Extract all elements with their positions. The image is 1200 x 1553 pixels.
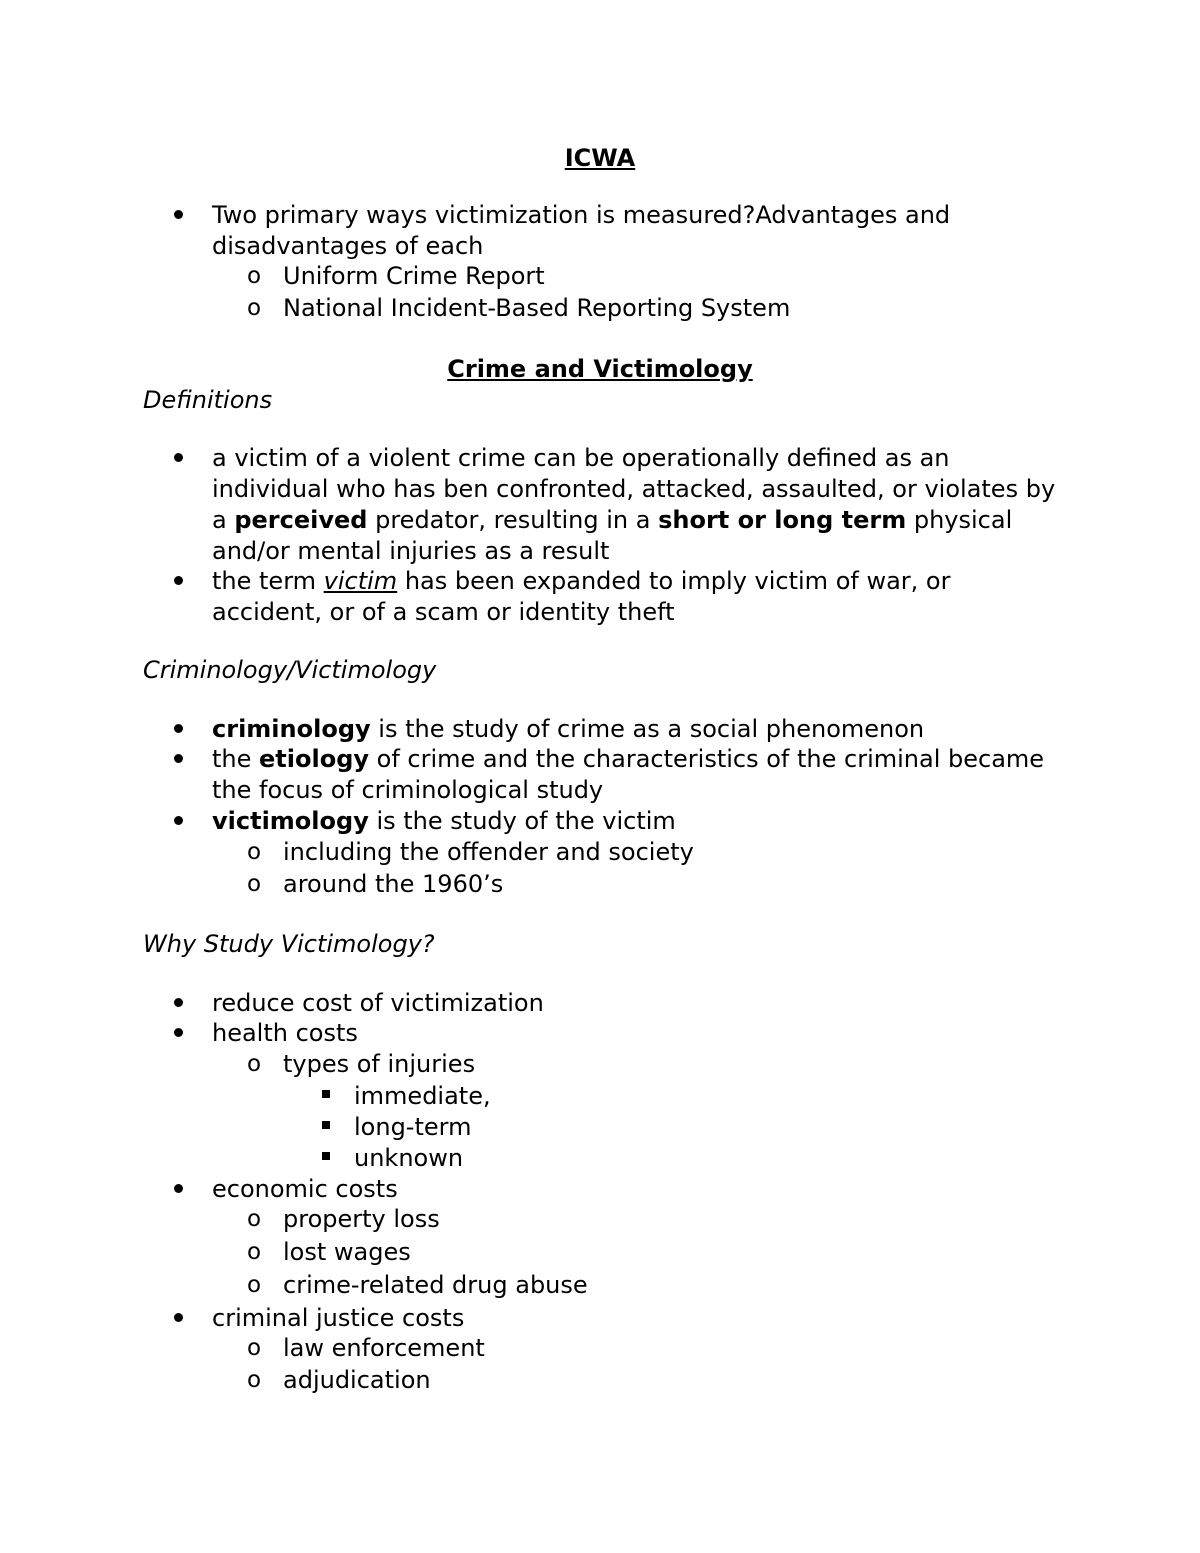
circle-bullet-icon: o	[247, 263, 262, 289]
circle-bullet-icon: o	[247, 1239, 262, 1265]
circle-bullet-icon: o	[247, 1051, 262, 1077]
subheading-definitions: Definitions	[143, 386, 273, 414]
bullet-icon	[174, 576, 183, 585]
list-item: immediate,	[318, 1081, 1078, 1112]
list-item: Two primary ways victimization is measured?Advantages and disadvantages of each	[170, 200, 1060, 262]
list-item: o around the 1960’s	[247, 870, 504, 898]
subheading-criminology: Criminology/Victimology	[143, 656, 437, 684]
list-item: economic costs	[170, 1174, 1060, 1205]
list-item: criminology is the study of crime as a social phenomenon	[170, 714, 1060, 745]
list-item: reduce cost of victimization	[170, 988, 1060, 1019]
bullet-icon	[174, 998, 183, 1007]
bullet-icon	[174, 210, 183, 219]
bullet-icon	[174, 1028, 183, 1037]
subheading-why-study: Why Study Victimology?	[143, 930, 435, 958]
circle-bullet-icon: o	[247, 1367, 262, 1393]
list-item: o National Incident-Based Reporting System	[247, 294, 791, 322]
list-item: o law enforcement	[247, 1334, 485, 1362]
list-item: o types of injuries	[247, 1050, 476, 1078]
bullet-icon	[174, 1184, 183, 1193]
bullet-icon	[174, 816, 183, 825]
bullet-icon	[174, 1313, 183, 1322]
list-item: health costs	[170, 1018, 1060, 1049]
circle-bullet-icon: o	[247, 295, 262, 321]
page-title: ICWA	[564, 144, 636, 172]
list-item: long-term	[318, 1112, 1078, 1143]
list-item: unknown	[318, 1143, 1078, 1174]
bullet-icon	[174, 724, 183, 733]
list-item: a victim of a violent crime can be operationally defined as an individual who has ben confronted, attacked, assaulted, or violates by a perceived predator, resulting in a short or long term physical and/or mental injuries as a result	[170, 443, 1060, 567]
square-bullet-icon	[322, 1152, 330, 1160]
square-bullet-icon	[322, 1121, 330, 1129]
circle-bullet-icon: o	[247, 1335, 262, 1361]
list-item: o crime-related drug abuse	[247, 1271, 588, 1299]
circle-bullet-icon: o	[247, 871, 262, 897]
list-item: the etiology of crime and the characteristics of the criminal became the focus of criminological study	[170, 744, 1060, 806]
list-item: the term victim has been expanded to imply victim of war, or accident, or of a scam or identity theft	[170, 566, 1060, 628]
circle-bullet-icon: o	[247, 1272, 262, 1298]
bullet-icon	[174, 453, 183, 462]
list-item: victimology is the study of the victim	[170, 806, 1060, 837]
list-item: o property loss	[247, 1205, 440, 1233]
circle-bullet-icon: o	[247, 839, 262, 865]
list-item: o including the offender and society	[247, 838, 694, 866]
circle-bullet-icon: o	[247, 1206, 262, 1232]
list-item: o lost wages	[247, 1238, 411, 1266]
bullet-icon	[174, 754, 183, 763]
list-item: criminal justice costs	[170, 1303, 1060, 1334]
list-item: o adjudication	[247, 1366, 431, 1394]
square-bullet-icon	[322, 1090, 330, 1098]
section-heading: Crime and Victimology	[447, 355, 753, 383]
list-item: o Uniform Crime Report	[247, 262, 545, 290]
